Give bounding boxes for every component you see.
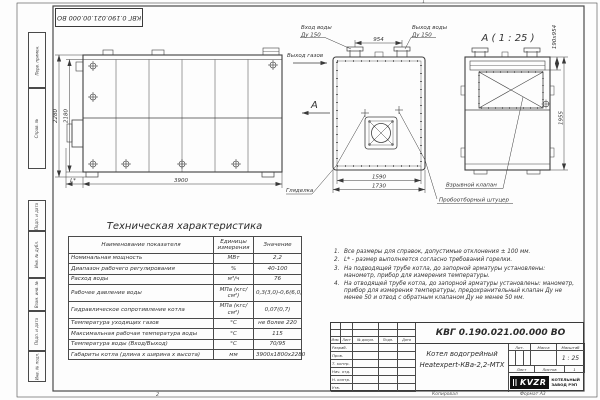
- param-name: Температура уходящих газов: [69, 318, 214, 328]
- dimension-label: 2180: [63, 109, 70, 123]
- col-header: Наименование показателя: [69, 237, 214, 254]
- col-header: Единицы измерения: [214, 237, 254, 254]
- margin-box-perv-primen: [28, 32, 46, 89]
- param-name: Гидравлическое сопротивление котла: [69, 301, 214, 318]
- table-row: [69, 274, 302, 284]
- param-units: МПа (кгс/см²): [214, 301, 254, 318]
- note-number: 1.: [334, 249, 340, 255]
- stamp-header-izm: Изм.: [331, 338, 340, 342]
- table-row: [69, 285, 302, 302]
- margin-label: Инв. № подл.: [34, 352, 40, 380]
- factory-line2: ЗАВОД РЭП: [551, 381, 578, 387]
- param-value: 0,3(3,0)-0,6(6,0): [254, 285, 302, 302]
- format-label: Формат А3: [520, 392, 546, 397]
- margin-label: Перв. примен.: [34, 45, 40, 76]
- table-row: [69, 318, 302, 328]
- note-text: На подводящей трубе котла, до запорной арматуры установлены: манометр, прибор для измерения температуры.: [344, 265, 546, 279]
- sheets-label: Листов: [535, 366, 565, 373]
- kvzr-logo: [510, 376, 549, 389]
- param-name: Максимальная рабочая температура воды: [69, 329, 214, 339]
- scale-label: Масштаб: [557, 344, 585, 351]
- section-title: А ( 1 : 25 ): [481, 33, 535, 44]
- param-value: 3900х1800х2280: [254, 350, 302, 360]
- dimension-label: 1955: [558, 111, 565, 125]
- margin-box-vzam-inv: [28, 277, 46, 312]
- outlet-dn-label: Ду 150: [412, 32, 432, 39]
- stamp-row-label: Пров.: [331, 352, 353, 360]
- margin-box-inv-dubl: [28, 230, 46, 279]
- param-name: Рабочее давление воды: [69, 285, 214, 302]
- product-name: [416, 344, 509, 392]
- param-value: 40-100: [254, 264, 302, 274]
- factory-name: [551, 378, 580, 388]
- param-units: МПа (кгс/см²): [214, 285, 254, 302]
- title-block: [330, 322, 584, 391]
- doc-number-rotated: КВГ 0.190.021.00.000 ВО: [56, 13, 142, 22]
- note-text: Все размеры для справок, допустимые отклонения ± 100 мм.: [344, 249, 531, 255]
- param-value: 2,2: [254, 253, 302, 263]
- param-value: 76: [254, 274, 302, 284]
- inlet-label: Вход воды: [301, 25, 332, 31]
- notes-list: [334, 249, 578, 304]
- param-units: °С: [214, 318, 254, 328]
- margin-box-podp-data-2: [28, 310, 46, 352]
- param-value: 70/95: [254, 339, 302, 349]
- table-row: [69, 264, 302, 274]
- manufacturer: [509, 373, 585, 392]
- param-name: Габариты котла (длина х ширина х высота): [69, 350, 214, 360]
- view-arrow-label: А: [311, 100, 318, 111]
- product-name-line1: Котел водогрейный: [426, 350, 498, 358]
- margin-label: Подп. и дата: [34, 317, 40, 345]
- lit-label: Лит.: [509, 344, 531, 351]
- stamp-row-label: Н. контр.: [331, 376, 353, 384]
- note-item: [334, 266, 578, 280]
- front-view-dimensions: [286, 38, 513, 204]
- title-block-right: [509, 344, 585, 392]
- side-view-drawing: [67, 48, 282, 177]
- margin-label: Инв. № дубл.: [34, 240, 40, 269]
- zone-mark-top: 1: [422, 0, 426, 5]
- dimension-label: 3900: [174, 178, 188, 184]
- note-item: [334, 281, 578, 302]
- margin-box-sprav: [28, 87, 46, 169]
- sheet-label: Лист: [509, 366, 535, 373]
- revision-table: [331, 323, 416, 392]
- dimension-label: 954: [373, 37, 384, 43]
- zone-mark-bottom: 2: [156, 392, 160, 398]
- kopiroval-label: Копировал: [432, 392, 458, 397]
- param-units: %: [214, 264, 254, 274]
- param-name: Номинальная мощность: [69, 253, 214, 263]
- param-units: °С: [214, 339, 254, 349]
- param-units: МВт: [214, 253, 254, 263]
- factory-line1: КОТЕЛЬНЫЙ: [551, 376, 580, 382]
- table-row: [69, 253, 302, 263]
- margin-box-podp-data-1: [28, 200, 46, 232]
- param-name: Температура воды (Вход/Выход): [69, 339, 214, 349]
- param-name: Расход воды: [69, 274, 214, 284]
- sheets-value: 1: [565, 366, 585, 373]
- param-units: °С: [214, 329, 254, 339]
- col-header: Значение: [254, 237, 302, 254]
- note-text: L* - размер выполняется согласно требований горелки.: [344, 257, 513, 264]
- dimension-label: 2280: [53, 109, 59, 123]
- margin-label: Взам. инв. №: [34, 280, 40, 309]
- param-value: не более 220: [254, 318, 302, 328]
- dimension-label: 190х954: [552, 24, 558, 50]
- note-number: 4.: [334, 281, 340, 288]
- stamp-header-podp: Подп.: [379, 337, 398, 344]
- param-units: м³/ч: [214, 274, 254, 284]
- dimension-label: L*: [70, 178, 76, 184]
- sight-glass-label: Гляделка: [286, 188, 314, 194]
- outlet-label: Выход воды: [412, 25, 448, 31]
- explosion-valve-label: Взрывной клапан: [446, 182, 497, 189]
- table-row: [69, 350, 302, 360]
- note-item: [334, 257, 578, 264]
- inlet-dn-label: Ду 150: [301, 32, 321, 39]
- note-item: [334, 249, 578, 256]
- stamp-row-label: Утв.: [331, 384, 353, 392]
- table-row: [69, 301, 302, 318]
- table-row: [69, 339, 302, 349]
- doc-number-rotated-box: [55, 8, 143, 27]
- stamp-header-docnum: № докум.: [353, 337, 379, 344]
- param-units: мм: [214, 350, 254, 360]
- tech-table-title: Техническая характеристика: [106, 221, 263, 232]
- stamp-row-label: Нач. отд.: [331, 368, 353, 376]
- note-number: 3.: [334, 265, 340, 272]
- mass-label: Масса: [531, 344, 557, 351]
- param-value: 115: [254, 329, 302, 339]
- gas-outlet-label: Выход газов: [287, 53, 324, 59]
- table-row: [69, 329, 302, 339]
- doc-number: КВГ 0.190.021.00.000 ВО: [416, 323, 585, 344]
- stamp-header-list: Лист: [341, 337, 353, 344]
- note-number: 2.: [334, 257, 340, 264]
- front-view-drawing: [333, 47, 425, 170]
- note-text: На отводящей трубе котла, до запорной арматуры установлены: манометр, прибор для измерения температуры, предохранительный клапан Ду не менее 50 и отвод с обратным клапаном Ду не менее 50 мм.: [344, 281, 575, 302]
- margin-box-inv-podl: [28, 350, 46, 382]
- product-name-line2: Heatexpert-КВа-2,2-МТХ: [419, 360, 505, 369]
- tech-characteristics: [68, 221, 306, 360]
- scale-value: 1 : 25: [557, 351, 585, 366]
- logo-text: KVZR: [520, 378, 547, 387]
- stamp-row-label: Т. контр.: [331, 360, 353, 368]
- section-view-drawing: [461, 48, 554, 174]
- table-header-row: [69, 237, 302, 254]
- dimension-label: 1730: [372, 183, 386, 190]
- tech-table: [68, 236, 306, 360]
- stamp-header-data: Дата: [398, 337, 416, 344]
- margin-label: Подп. и дата: [34, 202, 40, 230]
- dimension-label: 1590: [372, 174, 386, 181]
- margin-label: Справ. №: [34, 118, 40, 138]
- stamp-row-label: Разраб.: [331, 344, 353, 352]
- param-name: Диапазон рабочего регулирования: [69, 264, 214, 274]
- logo-glyph-icon: [513, 379, 518, 386]
- param-value: 0,07(0,7): [254, 301, 302, 318]
- sampler-label: Пробоотборный штуцер: [439, 197, 509, 204]
